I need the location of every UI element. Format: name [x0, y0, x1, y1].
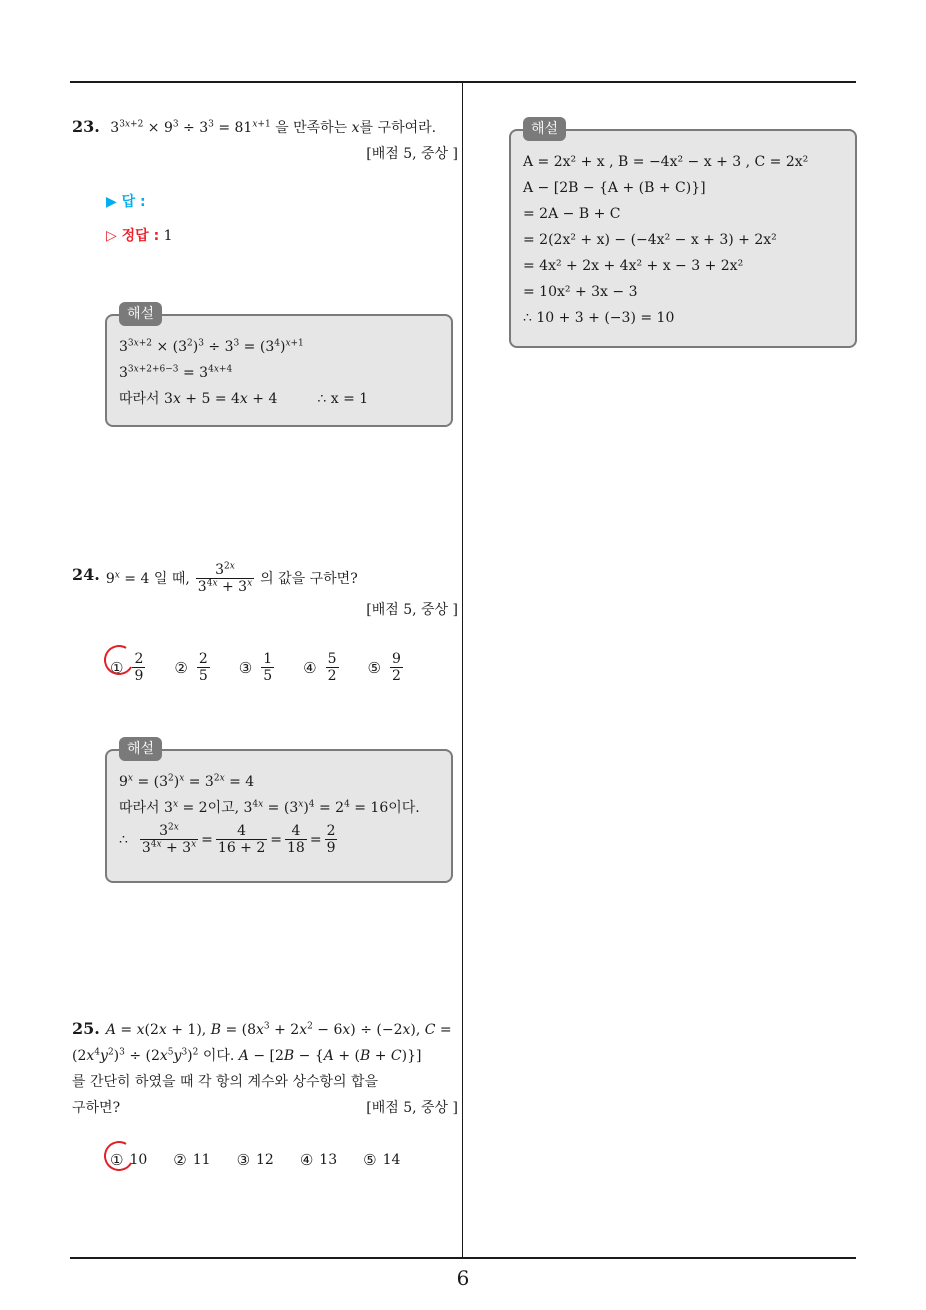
q25-solution-box — [509, 121, 857, 348]
q23-score: [배점 5, 중상 ] — [366, 146, 458, 162]
q25-sol-line-6: = 10x² + 3x − 3 — [523, 284, 638, 300]
q25-sol-line-4: = 2(2x² + x) − (−4x² − x + 3) + 2x² — [523, 232, 777, 248]
q24-statement: 24. $9^x = 4$ 일 때, $\frac{3^{2x}}{3^{4x} + 3^x}$ 의 값을 구하면? — [72, 561, 358, 595]
q23-sol-conclusion: ∴ x = 1 — [317, 391, 369, 407]
correct-answer-value: 1 — [163, 228, 173, 244]
choice-4[interactable] — [300, 1147, 337, 1173]
top-rule — [70, 81, 856, 83]
q24-solution-box — [105, 741, 453, 883]
choice-den: 2 — [327, 668, 337, 684]
choice-label: ③ — [236, 1151, 251, 1169]
q25-sol-line-2: A − [2B − {A + (B + C)}] — [523, 180, 706, 196]
correct-answer-label: ▷ 정답 : — [106, 228, 160, 244]
choice-value: 10 — [129, 1152, 148, 1168]
choice-value: 13 — [319, 1152, 338, 1168]
choice-label: ④ — [303, 658, 317, 677]
q24-fraction: $\frac{3^{2x}}{3^{4x} + 3^x}$ — [197, 561, 253, 595]
choice-4[interactable] — [303, 651, 341, 684]
q25-sol-line-1: A = 2x² + x , B = −4x² − x + 3 , C = 2x² — [523, 154, 809, 170]
choice-1[interactable] — [110, 1147, 147, 1173]
choice-num: 2 — [134, 651, 144, 667]
choice-3[interactable] — [239, 651, 277, 684]
choice-den: 9 — [134, 668, 144, 684]
q25-sol-line-5: = 4x² + 2x + 4x² + x − 3 + 2x² — [523, 258, 744, 274]
q24-sol-line-3: ∴ $\frac{3^{2x}}{3^{4x} + 3^x}$ = $\frac{4}{16 + 2}$ = $\frac{4}{18}$ = $\frac{2}{9}$ — [119, 822, 336, 856]
q25-line-3: 를 간단히 하였을 때 각 항의 계수와 상수항의 합을 — [72, 1074, 379, 1090]
question-25 — [72, 1016, 458, 1173]
q24-choices — [72, 651, 458, 684]
q24-sol-and-text: 이고, — [207, 800, 240, 816]
choice-label: ② — [174, 658, 188, 677]
choice-2[interactable] — [173, 1147, 210, 1173]
q23-statement — [72, 114, 458, 141]
solution-tag: 해설 — [119, 302, 162, 326]
choice-den: 5 — [263, 668, 273, 684]
choice-num: 9 — [391, 651, 401, 667]
choice-label: ⑤ — [363, 1151, 377, 1169]
q24-ask: 의 값을 구하면? — [260, 570, 358, 587]
choice-label: ① — [110, 658, 124, 677]
q24-sol-line-2: 따라서 $3^x = 2$이고, $3^{4x} = (3^x)^4 = 2^4 = 16$이다. — [119, 799, 420, 816]
q25-score: [배점 5, 중상 ] — [366, 1100, 458, 1116]
choice-2[interactable] — [174, 651, 212, 684]
choice-label: ② — [173, 1151, 187, 1169]
choice-value: 12 — [256, 1152, 274, 1168]
choice-label: ① — [110, 1151, 124, 1169]
q25-number: 25. — [72, 1019, 100, 1038]
q24-sol-is-text: 이다. — [388, 800, 420, 816]
q23-solution-box — [105, 306, 453, 427]
q23-answers — [72, 189, 458, 249]
solution-tag: 해설 — [523, 117, 566, 141]
q25-sol-line-7: ∴ 10 + 3 + (−3) = 10 — [523, 310, 675, 326]
choice-5[interactable] — [368, 651, 406, 684]
choice-value: 14 — [382, 1152, 401, 1168]
choice-value: 11 — [192, 1152, 211, 1168]
q24-condition: 일 때, — [153, 570, 190, 587]
choice-den: 2 — [391, 668, 401, 684]
solution-tag: 해설 — [119, 737, 162, 761]
q25-choices — [72, 1147, 458, 1173]
q25-line-2: $(2x^4y^2)^3 \div (2x^5y^3)^2$ 이다. A − [2B − {A + (B + C)}] — [72, 1047, 422, 1064]
q24-sol-therefore-text: 따라서 — [119, 800, 160, 816]
choice-num: 5 — [327, 651, 337, 667]
q23-var: x — [351, 120, 360, 136]
choice-den: 5 — [198, 668, 208, 684]
question-23 — [72, 114, 458, 249]
bottom-rule — [70, 1257, 856, 1259]
q23-sol-line-2: $3^{3x+2+6-3} = 3^{4x+4}$ — [119, 364, 233, 381]
q25-sol-line-3: = 2A − B + C — [523, 206, 621, 222]
q24-number: 24. — [72, 565, 100, 584]
column-divider — [462, 83, 463, 1257]
q23-number: 23. — [72, 117, 100, 136]
q23-equation: $3^{3x+2} \times 9^3 \div 3^3 = 81^{x+1}$ — [110, 119, 271, 136]
choice-num: 2 — [198, 651, 208, 667]
choice-label: ③ — [238, 658, 253, 677]
q23-statement-end: 를 구하여라. — [359, 120, 437, 136]
choice-5[interactable] — [363, 1147, 400, 1173]
q24-sol-line-1: $9^x = (3^2)^x = 3^{2x} = 4$ — [119, 773, 255, 790]
q23-sol-therefore-text: 따라서 — [119, 391, 160, 407]
q23-sol-line-1: $3^{3x+2} \times (3^2)^3 \div 3^3 = (3^4)^{x+1}$ — [119, 338, 304, 355]
q24-score: [배점 5, 중상 ] — [366, 602, 458, 618]
choice-label: ⑤ — [367, 658, 381, 677]
choice-1[interactable] — [110, 651, 148, 684]
question-24 — [72, 562, 458, 684]
q23-sol-line-3: 따라서 3x + 5 = 4x + 4 ∴ x = 1 — [119, 391, 369, 407]
q25-line-4 — [72, 1095, 458, 1121]
q25-line-1: 25. A = x(2x + 1), $B = (8x^3 + 2x^2 - 6x) \div (-2x)$, C = — [72, 1019, 452, 1038]
q23-statement-tail: 을 만족하는 — [275, 120, 348, 136]
choice-num: 1 — [263, 651, 273, 667]
page-number: 6 — [456, 1266, 470, 1290]
answer-label: ▶ 답 : — [106, 194, 146, 210]
choice-3[interactable] — [237, 1147, 274, 1173]
q25-ask: 구하면? — [72, 1100, 121, 1116]
choice-label: ④ — [299, 1151, 314, 1169]
q25-line2-tail: 이다. — [202, 1048, 235, 1064]
